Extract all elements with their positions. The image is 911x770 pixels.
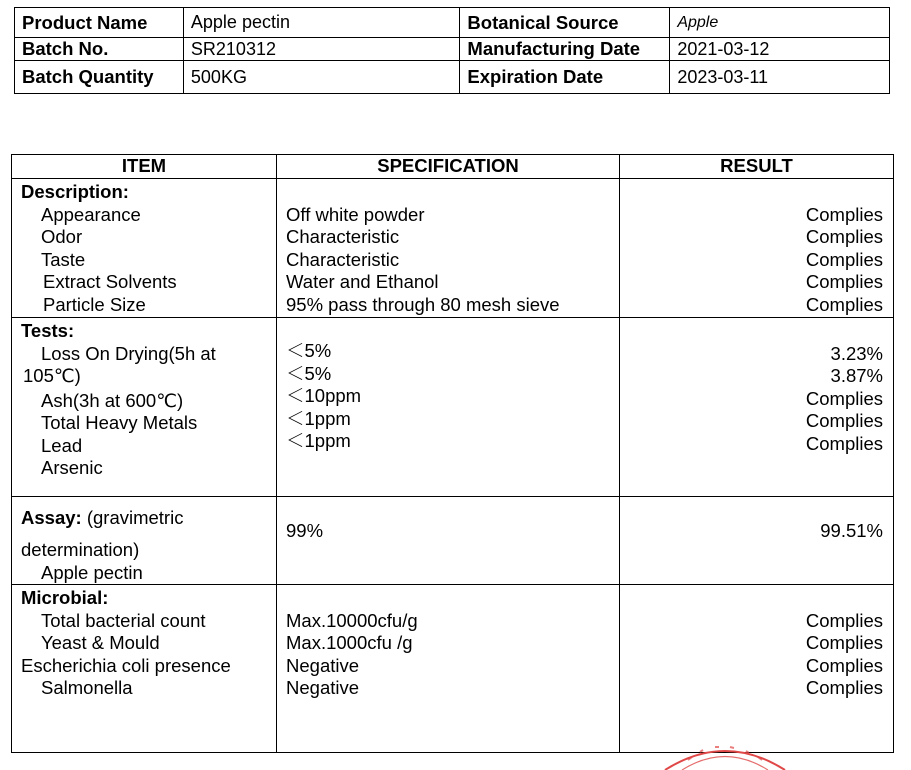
product-name-value: Apple pectin	[183, 8, 460, 38]
list-item: Taste	[21, 249, 276, 272]
tests-section	[12, 318, 894, 497]
result-value: Complies	[620, 271, 883, 294]
result-value: 3.87%	[620, 365, 883, 388]
list-item: 105℃)	[21, 365, 276, 388]
microbial-items-cell	[12, 585, 277, 753]
spec-value: Max.1000cfu /g	[286, 632, 619, 655]
list-item: Loss On Drying(5h at	[21, 343, 276, 366]
result-value: Complies	[620, 610, 883, 633]
microbial-specs-cell	[277, 585, 620, 753]
assay-item: Apple pectin	[21, 562, 276, 585]
product-name-label: Product Name	[15, 8, 184, 38]
botanical-source-label: Botanical Source	[460, 8, 670, 38]
info-row	[15, 61, 890, 94]
manufacturing-date-label: Manufacturing Date	[460, 38, 670, 61]
assay-title: Assay:	[21, 507, 82, 528]
batch-quantity-value: 500KG	[183, 61, 460, 94]
microbial-section	[12, 585, 894, 753]
result-value: Complies	[620, 655, 883, 678]
spec-value: Max.10000cfu/g	[286, 610, 619, 633]
spec-value: Negative	[286, 655, 619, 678]
botanical-source-value: Apple	[670, 8, 890, 38]
tests-items-cell	[12, 318, 277, 497]
item-header: ITEM	[12, 155, 277, 179]
specification-table	[11, 154, 894, 753]
microbial-title: Microbial:	[21, 587, 276, 610]
assay-result-cell	[620, 497, 894, 585]
microbial-results-cell	[620, 585, 894, 753]
list-item: Salmonella	[21, 677, 276, 700]
expiration-date-value: 2023-03-11	[670, 61, 890, 94]
list-item: Total Heavy Metals	[21, 412, 276, 435]
specification-header: SPECIFICATION	[277, 155, 620, 179]
assay-heading	[21, 507, 276, 539]
list-item: Lead	[21, 435, 276, 458]
assay-item-cell	[12, 497, 277, 585]
list-item: Yeast & Mould	[21, 632, 276, 655]
result-value: Complies	[620, 433, 883, 456]
batch-quantity-label: Batch Quantity	[15, 61, 184, 94]
tests-title: Tests:	[21, 320, 276, 343]
spec-value: Characteristic	[286, 249, 619, 272]
result-value: Complies	[620, 249, 883, 272]
assay-method-part1: (gravimetric	[82, 507, 184, 528]
spec-value: Characteristic	[286, 226, 619, 249]
manufacturing-date-value: 2021-03-12	[670, 38, 890, 61]
expiration-date-label: Expiration Date	[460, 61, 670, 94]
list-item: Escherichia coli presence	[21, 655, 276, 678]
list-item: Extract Solvents	[21, 271, 276, 294]
list-item: Total bacterial count	[21, 610, 276, 633]
result-value: 3.23%	[620, 343, 883, 366]
spec-value: ＜5%	[286, 363, 619, 386]
result-header: RESULT	[620, 155, 894, 179]
result-value: Complies	[620, 204, 883, 227]
batch-no-value: SR210312	[183, 38, 460, 61]
stamp-inner-arc	[682, 757, 768, 770]
spec-value: 99%	[286, 520, 619, 543]
description-section	[12, 179, 894, 318]
description-specs-cell	[277, 179, 620, 318]
spec-value: Negative	[286, 677, 619, 700]
result-value: Complies	[620, 677, 883, 700]
description-title: Description:	[21, 181, 276, 204]
description-results-cell	[620, 179, 894, 318]
list-item: Arsenic	[21, 457, 276, 480]
spec-value: ＜1ppm	[286, 430, 619, 453]
assay-section	[12, 497, 894, 585]
result-value: 99.51%	[620, 520, 883, 543]
result-value: Complies	[620, 410, 883, 433]
spec-value: Off white powder	[286, 204, 619, 227]
result-value: Complies	[620, 226, 883, 249]
tests-results-cell	[620, 318, 894, 497]
company-stamp	[660, 730, 790, 770]
assay-spec-cell	[277, 497, 620, 585]
spec-value: ＜1ppm	[286, 408, 619, 431]
tests-specs-cell	[277, 318, 620, 497]
product-info-table	[14, 7, 890, 94]
batch-no-label: Batch No.	[15, 38, 184, 61]
result-value: Complies	[620, 294, 883, 317]
result-value: Complies	[620, 632, 883, 655]
spec-value: 95% pass through 80 mesh sieve	[286, 294, 619, 317]
spec-value: ＜10ppm	[286, 385, 619, 408]
list-item: Particle Size	[21, 294, 276, 317]
list-item: Ash(3h at 600℃)	[21, 390, 276, 413]
assay-method-part2: determination)	[21, 539, 276, 562]
header-row	[12, 155, 894, 179]
description-items-cell	[12, 179, 277, 318]
stamp-outer-arc	[665, 751, 785, 770]
info-row	[15, 8, 890, 38]
info-row	[15, 38, 890, 61]
list-item: Odor	[21, 226, 276, 249]
list-item: Appearance	[21, 204, 276, 227]
spec-value: ＜5%	[286, 340, 619, 363]
result-value: Complies	[620, 388, 883, 411]
spec-value: Water and Ethanol	[286, 271, 619, 294]
